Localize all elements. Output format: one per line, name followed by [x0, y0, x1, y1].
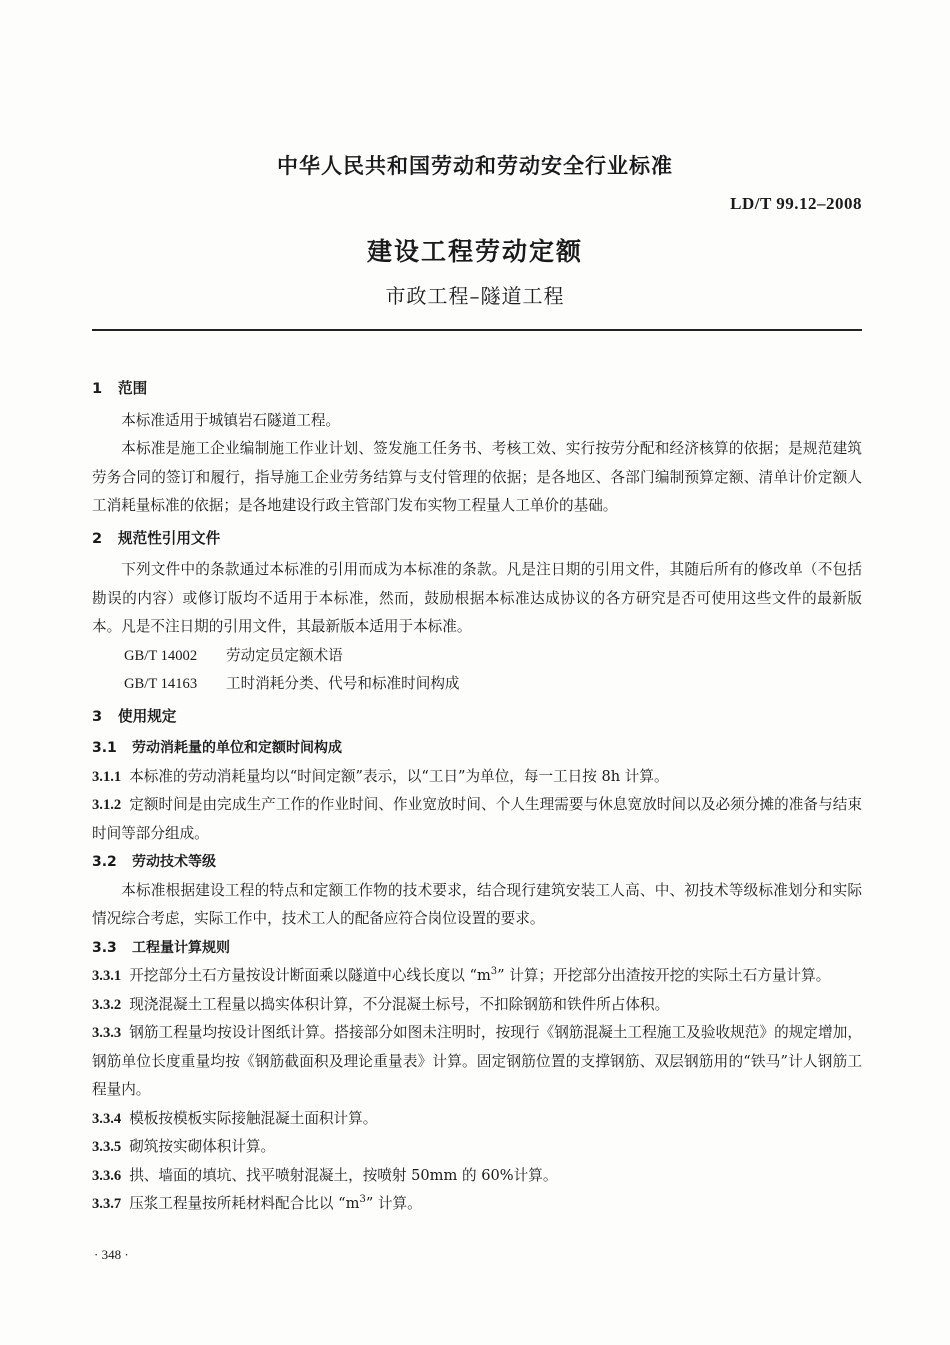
clause-text: 压浆工程量按所耗材料配合比以 “m: [129, 1195, 360, 1212]
clause-text: 开挖部分土石方量按设计断面乘以隧道中心线长度以 “m: [129, 967, 491, 984]
document-title: 建设工程劳动定额: [366, 237, 583, 266]
clause-number: 3.3.1: [92, 968, 122, 984]
paragraph: 本标准适用于城镇岩石隧道工程。: [121, 411, 341, 429]
clause-number: 3.3.6: [92, 1167, 122, 1184]
clause: [92, 991, 862, 1020]
clause: [92, 763, 862, 792]
clause-text: 钢筋工程量均按设计图纸计算。搭接部分如图未注明时，按现行《钢筋混凝土工程施工及验收规范》的规定增加，钢筋单位长度重量均按《钢筋截面积及理论重量表》计算。固定钢筋位置的支撑钢筋、双层钢筋用的“铁马”计人钢筋工程量内。: [92, 1024, 862, 1098]
section-heading-usage-rules: [92, 703, 862, 732]
subsection-number: 3.3: [92, 939, 117, 956]
clause-text: 拱、墙面的填坑、找平喷射混凝土，按喷射 50mm 的 60%计算。: [129, 1166, 558, 1184]
clause-text: 砌筑按实砌体积计算。: [129, 1138, 276, 1155]
document-body: [92, 371, 862, 1219]
clause-text: 本标准的劳动消耗量均以“时间定额”表示，以“工日”为单位，每一工日按 8h 计算。: [129, 767, 669, 785]
reference-title: 劳动定员定额术语: [226, 646, 343, 664]
clause-number: 3.3.4: [92, 1110, 122, 1127]
section-heading-scope: [92, 375, 862, 404]
subsection-number: 3.1: [92, 740, 117, 756]
clause-number: 3.3.2: [92, 996, 122, 1013]
section-title: 规范性引用文件: [118, 529, 221, 547]
clause: [92, 1019, 862, 1105]
paragraph: 下列文件中的条款通过本标准的引用而成为本标准的条款。凡是注日期的引用文件，其随后所有的修改单（不包括勘误的内容）或修订版均不适用于本标准，然而，鼓励根据本标准达成协议的各方研究是否可使用这些文件的最新版本。凡是不注日期的引用文件，其最新版本适用于本标准。: [92, 561, 862, 635]
section-title: 使用规定: [118, 707, 177, 725]
paragraph: 本标准根据建设工程的特点和定额工作物的技术要求，结合现行建筑安装工人高、中、初技术等级标准划分和实际情况综合考虑，实际工作中，技术工人的配备应符合岗位设置的要求。: [92, 881, 862, 927]
standard-category-heading: 中华人民共和国劳动和劳动安全行业标准: [277, 154, 673, 178]
clause-text: 定额时间是由完成生产工作的作业时间、作业宽放时间、个人生理需要与休息宽放时间以及必须分摊的准备与结束时间等部分组成。: [92, 796, 862, 842]
clause-number: 3.3.3: [92, 1025, 122, 1041]
clause: [92, 791, 862, 848]
clause-number: 3.3.5: [92, 1139, 122, 1155]
section-number: 1: [92, 380, 103, 397]
clause: [92, 962, 862, 991]
subsection-title: 劳动消耗量的单位和定额时间构成: [132, 740, 342, 756]
paragraph: 本标准是施工企业编制施工作业计划、签发施工任务书、考核工效、实行按劳分配和经济核算的依据；是规范建筑劳务合同的签订和履行，指导施工企业劳务结算与支付管理的依据；是各地区、各部门编制预算定额、清单计价定额人工消耗量标准的依据；是各地建设行政主管部门发布实物工程量人工单价的基础。: [92, 440, 862, 514]
page-number: · 348 ·: [94, 1247, 129, 1262]
clause-number: 3.3.7: [92, 1196, 122, 1212]
section-title: 范围: [118, 380, 148, 397]
reference-item: [92, 670, 862, 699]
section-heading-normative-references: [92, 525, 862, 554]
section-number: 2: [92, 529, 103, 547]
subsection-heading: [92, 934, 862, 963]
clause-text: 模板按模板实际接触混凝土面积计算。: [129, 1109, 378, 1127]
superscript: 3: [359, 1194, 366, 1206]
clause: [92, 1162, 862, 1191]
reference-code: GB/T 14002: [124, 647, 198, 664]
clause-text: ” 计算。: [365, 1195, 422, 1212]
clause: [92, 1190, 862, 1219]
standard-code: LD/T 99.12–2008: [730, 194, 862, 213]
subsection-number: 3.2: [92, 854, 117, 870]
superscript: 3: [490, 966, 498, 978]
subsection-title: 劳动技术等级: [132, 854, 216, 870]
clause-number: 3.1.1: [92, 768, 122, 785]
section-number: 3: [92, 707, 103, 725]
subsection-heading: [92, 734, 862, 763]
clause-number: 3.1.2: [92, 797, 122, 813]
title-divider: [92, 329, 862, 331]
clause: [92, 1105, 862, 1134]
reference-title: 工时消耗分类、代号和标准时间构成: [226, 675, 460, 692]
subsection-heading: [92, 848, 862, 877]
subsection-title: 工程量计算规则: [132, 939, 230, 956]
clause-text: ” 计算；开挖部分出渣按开挖的实际土石方量计算。: [497, 967, 831, 984]
document-subtitle: 市政工程–隧道工程: [385, 284, 565, 308]
clause-text: 现浇混凝土工程量以捣实体积计算，不分混凝土标号，不扣除钢筋和铁件所占体积。: [129, 995, 670, 1013]
reference-code: GB/T 14163: [124, 676, 198, 692]
clause: [92, 1133, 862, 1162]
reference-item: [92, 642, 862, 671]
